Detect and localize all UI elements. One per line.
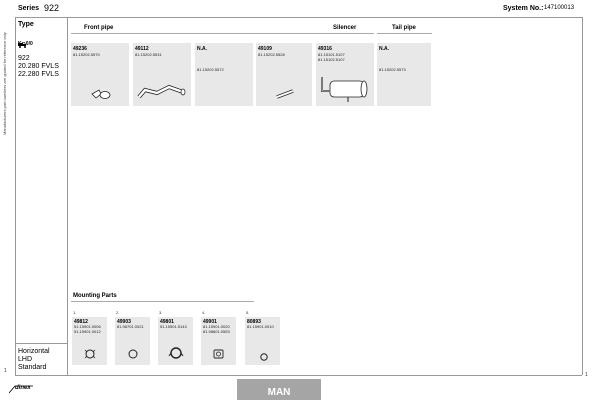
page-number-left: 1	[4, 368, 7, 374]
part-ref: 81.15202.5528	[258, 52, 285, 57]
section-mounting-parts: Mounting Parts	[73, 293, 117, 299]
part-card[interactable]	[316, 43, 374, 106]
part-ref: 81.15102.5107	[318, 57, 345, 62]
clamp-ring-icon	[83, 348, 97, 360]
part-card[interactable]	[195, 43, 253, 106]
part-number: N.A.	[379, 46, 389, 52]
mounting-number: 49801	[160, 319, 174, 325]
mounting-card[interactable]	[158, 310, 193, 365]
mounting-index: 4.	[202, 310, 206, 315]
silencer-icon	[318, 73, 372, 105]
section-silencer: Silencer	[333, 25, 357, 31]
part-number: 49316	[318, 46, 332, 52]
mounting-index: 3.	[159, 310, 163, 315]
gasket-ring-icon	[127, 348, 139, 360]
config-line: Standard	[18, 364, 47, 371]
mounting-index: 5.	[246, 310, 250, 315]
brand-tab: MAN	[237, 379, 321, 400]
variant-line: 20.280 FVLS	[18, 63, 59, 70]
front-pipe-bend-icon	[135, 81, 189, 103]
pipe-section-icon	[274, 87, 296, 101]
dinex-logo-text: dinex	[15, 385, 31, 391]
right-border	[582, 17, 583, 375]
mounting-number: 80893	[247, 319, 261, 325]
o-ring-icon	[259, 352, 269, 362]
part-number: 49109	[258, 46, 272, 52]
mounting-ref: 51.15901.0012	[74, 329, 101, 334]
section-tail-pipe: Tail pipe	[392, 25, 416, 31]
part-card[interactable]	[377, 43, 431, 106]
mounting-rule	[71, 301, 254, 302]
part-ref: 81.15202.5573	[379, 67, 406, 72]
part-card[interactable]	[71, 43, 129, 106]
system-number-label: System No.:	[503, 5, 544, 12]
footer-rule	[15, 375, 582, 376]
mounting-ref: 51.15501.5143	[160, 324, 187, 329]
flange-gasket-icon	[212, 348, 225, 360]
part-ref: 81.15202.5570	[73, 52, 100, 57]
part-ref: 81.15202.5572	[197, 67, 224, 72]
page-number-right: 1	[585, 372, 588, 378]
mounting-ref: 81.15901.0020	[203, 324, 230, 329]
mounting-number: 49903	[117, 319, 131, 325]
mounting-ref: 81.15901.0010	[247, 324, 274, 329]
part-ref: 81.15202.5531	[135, 52, 162, 57]
mounting-card[interactable]	[115, 310, 150, 365]
part-card[interactable]	[256, 43, 312, 106]
system-number-value: 147100013	[544, 5, 575, 11]
config-line: LHD	[18, 356, 33, 363]
mounting-card[interactable]	[201, 310, 236, 365]
part-ref: 81.15101.5107	[318, 52, 345, 57]
sidebar-divider	[67, 17, 68, 375]
part-number: 49236	[73, 46, 87, 52]
mounting-index: 1.	[73, 310, 77, 315]
config-line: Horizontal	[18, 348, 50, 355]
model-number: 922	[18, 55, 30, 62]
mounting-card[interactable]	[245, 310, 280, 365]
part-number: N.A.	[197, 46, 207, 52]
series-value: 922	[44, 3, 60, 13]
header-rule	[15, 17, 582, 18]
mounting-index: 2.	[116, 310, 120, 315]
left-border	[15, 17, 16, 375]
sidebar-config-rule	[15, 343, 67, 344]
mounting-ref: 51.15901.0006	[74, 324, 101, 329]
mounting-card[interactable]	[72, 310, 107, 365]
series-label: Series	[18, 5, 40, 12]
vertical-disclaimer: Manufacturers part numbers are quoted for reference only	[2, 32, 7, 135]
variant-line: 22.280 FVLS	[18, 71, 59, 78]
mounting-number: 49812	[74, 319, 88, 325]
part-card[interactable]	[133, 43, 191, 106]
section-front-pipe: Front pipe	[84, 25, 114, 31]
tail-pipe-rule	[377, 33, 432, 34]
mounting-ref: 81.98701.0021	[117, 324, 144, 329]
emission-icons: K⊃0/0	[18, 41, 33, 47]
front-pipe-clamp-icon	[89, 85, 113, 101]
strap-clamp-icon	[168, 346, 184, 360]
mounting-number: 49901	[203, 319, 217, 325]
part-number: 49112	[135, 46, 149, 52]
type-label: Type	[18, 21, 34, 28]
front-pipe-rule	[71, 33, 374, 34]
mounting-ref: 81.98601.0553	[203, 329, 230, 334]
dinex-logo	[9, 384, 33, 394]
